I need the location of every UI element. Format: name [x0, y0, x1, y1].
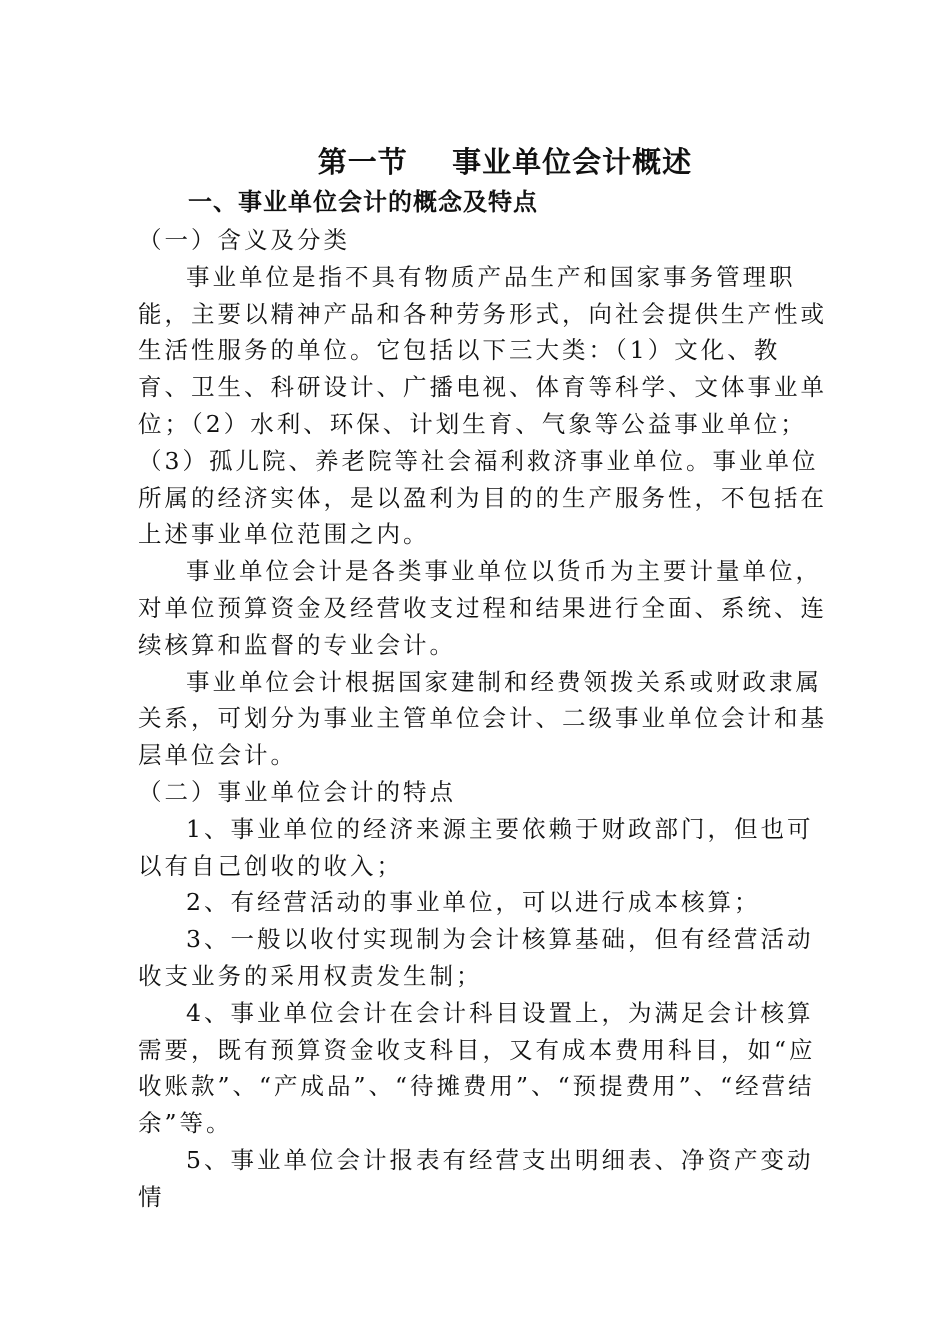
subheading-meaning-classification: （一）含义及分类 — [138, 226, 350, 254]
feature-item-1: 1、事业单位的经济来源主要依赖于财政部门，但也可以有自己创收的收入； — [138, 814, 814, 880]
paragraph-accounting-definition: 事业单位会计是各类事业单位以货币为主要计量单位，对单位预算资金及经营收支过程和结果进行全面、系统、连续核算和监督的专业会计。 — [138, 557, 827, 659]
section-title: 第一节 事业单位会计概述 — [317, 145, 693, 179]
document-body — [138, 222, 828, 1216]
feature-item-2: 2、有经营活动的事业单位，可以进行成本核算； — [186, 888, 761, 917]
feature-item-4: 4、事业单位会计在会计科目设置上，为满足会计核算需要，既有预算资金收支科目，又有成本费用科目，如“应收账款”、“产成品”、“待摊费用”、“预提费用”、“经营结余”等。 — [138, 998, 816, 1138]
paragraph-definition: 事业单位是指不具有物质产品生产和国家事务管理职能，主要以精神产品和各种劳务形式，向社会提供生产性或生活性服务的单位。它包括以下三大类：（1）文化、教育、卫生、科研设计、广播电视、体育等科学、文体事业单位；（2）水利、环保、计划生育、气象等公益事业单位；（3）孤儿院、养老院等社会福利救济事业单位。事业单位所属的经济实体，是以盈利为目的的生产服务性，不包括在上述事业单位范围之内。 — [138, 262, 827, 549]
feature-item-3: 3、一般以收付实现制为会计核算基础，但有经营活动收支业务的采用权责发生制； — [138, 925, 814, 990]
heading-concept-and-features: 一、事业单位会计的概念及特点 — [188, 187, 538, 216]
subheading-features: （二）事业单位会计的特点 — [138, 777, 456, 806]
feature-item-5: 5、事业单位会计报表有经营支出明细表、净资产变动情 — [138, 1145, 814, 1211]
paragraph-classification: 事业单位会计根据国家建制和经费领拨关系或财政隶属关系，可划分为事业主管单位会计、二级事业单位会计和基层单位会计。 — [138, 667, 827, 770]
